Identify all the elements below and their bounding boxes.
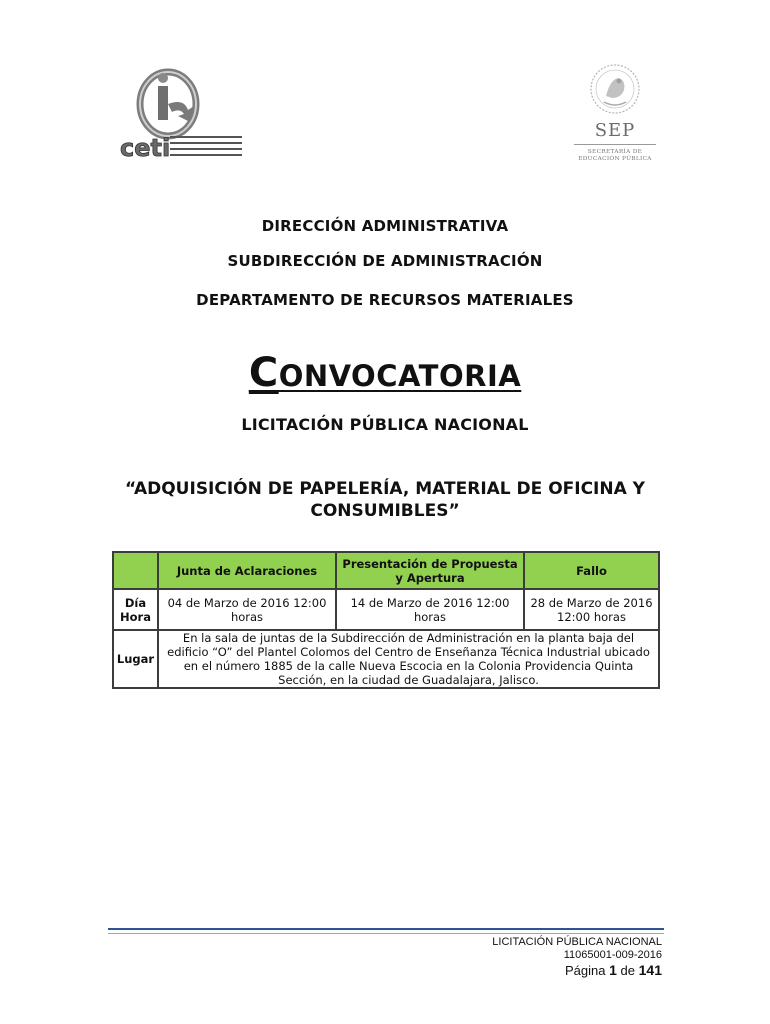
sep-subtitle: SECRETARÍA DE EDUCACIÓN PÚBLICA	[578, 149, 652, 162]
cell-lugar-text: En la sala de juntas de la Subdirección de Administración en la planta baja del edificio “O” del Plantel Colomos del Centro de Enseñanza Técnica Industrial ubicado en el número 1885 de la calle Nueva Escocia en la Colonia Providencia Quinta Sección, en la ciudad de Guadalajara, Jalisco.	[158, 630, 659, 688]
header-subdireccion: SUBDIRECCIÓN DE ADMINISTRACIÓN	[227, 252, 543, 270]
table-header-junta: Junta de Aclaraciones	[158, 552, 336, 589]
page-footer	[492, 936, 662, 979]
cell-junta-date: 04 de Marzo de 2016 12:00 horas	[158, 589, 336, 630]
sep-divider	[574, 144, 656, 145]
cell-presentacion-date: 14 de Marzo de 2016 12:00 horas	[336, 589, 524, 630]
table-row-dia	[113, 589, 659, 630]
footer-number: 11065001-009-2016	[563, 949, 662, 961]
title-rest: ONVOCATORIA	[278, 359, 522, 393]
title-initial: C	[248, 350, 279, 396]
ceti-logo-graphic	[118, 64, 248, 164]
footer-rule	[108, 928, 664, 930]
table-header-row	[113, 552, 659, 589]
page-sep: de	[620, 963, 636, 978]
ceti-logo	[118, 64, 248, 164]
cell-fallo-date: 28 de Marzo de 2016 12:00 horas	[524, 589, 659, 630]
table-header-empty	[113, 552, 158, 589]
document-title	[0, 350, 770, 396]
footer-licitacion: LICITACIÓN PÚBLICA NACIONAL	[492, 936, 662, 948]
page-total: 141	[638, 962, 662, 978]
row-label-lugar: Lugar	[113, 630, 158, 688]
coat-of-arms-icon	[588, 62, 642, 116]
table-header-presentacion: Presentación de Propuesta y Apertura	[336, 552, 524, 589]
svg-text:ceti: ceti	[120, 134, 171, 162]
sep-wordmark: SEP	[594, 120, 636, 141]
table-row-lugar	[113, 630, 659, 688]
page-current: 1	[609, 962, 617, 978]
page-number	[492, 962, 662, 979]
footer-rule-light	[108, 933, 664, 934]
page-label: Página	[565, 963, 606, 978]
header-direccion: DIRECCIÓN ADMINISTRATIVA	[261, 217, 509, 235]
header-departamento: DEPARTAMENTO DE RECURSOS MATERIALES	[196, 291, 574, 309]
document-subtitle: LICITACIÓN PÚBLICA NACIONAL	[241, 415, 529, 434]
row-label-dia: Día Hora	[113, 589, 158, 630]
sep-logo	[568, 60, 662, 166]
schedule-table	[112, 551, 660, 689]
procurement-subject: “ADQUISICIÓN DE PAPELERÍA, MATERIAL DE OFICINA Y CONSUMIBLES”	[124, 479, 645, 521]
table-header-fallo: Fallo	[524, 552, 659, 589]
